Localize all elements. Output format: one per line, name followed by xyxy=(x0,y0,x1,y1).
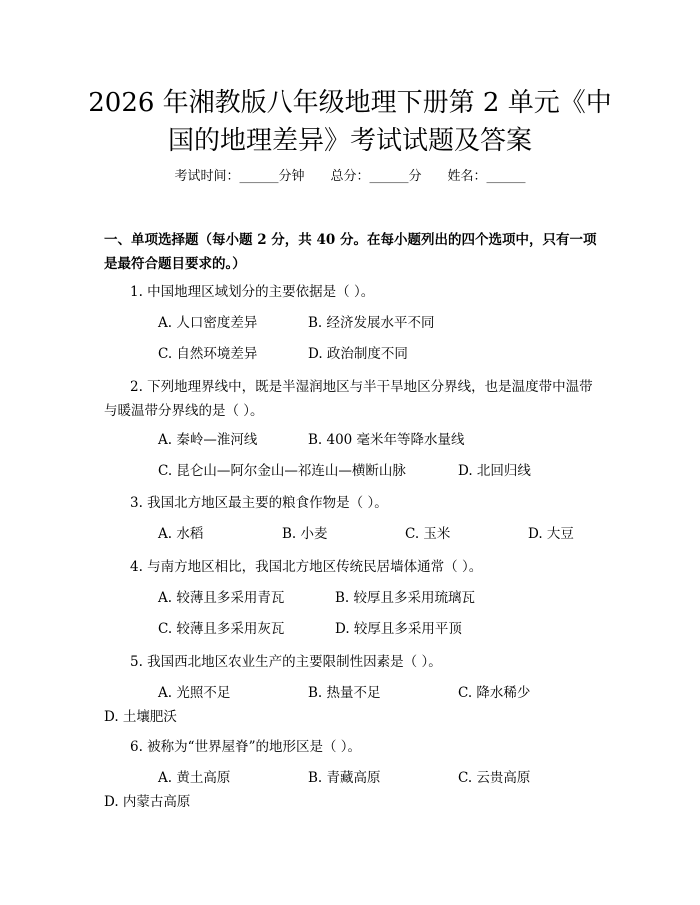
question-1-stem: 1. 中国地理区域划分的主要依据是（ ）。 xyxy=(130,284,375,300)
question-4-option-b: B. 较厚且多采用琉璃瓦 xyxy=(335,590,476,606)
total-score-label: 总分：______分 xyxy=(330,169,422,184)
question-5-option-a: A. 光照不足 xyxy=(158,685,231,701)
question-4-option-c: C. 较薄且多采用灰瓦 xyxy=(158,621,285,637)
title-line-2: 国的地理差异》考试试题及答案 xyxy=(167,126,532,156)
question-1-option-d: D. 政治制度不同 xyxy=(308,346,408,362)
question-5-option-b: B. 热量不足 xyxy=(308,685,381,701)
student-name-label: 姓名：______ xyxy=(447,169,526,184)
question-3-option-d: D. 大豆 xyxy=(528,526,574,542)
question-2-option-b: B. 400 毫米年等降水量线 xyxy=(308,432,465,448)
question-6-option-d: D. 内蒙古高原 xyxy=(104,794,191,810)
question-5-option-d: D. 土壤肥沃 xyxy=(104,709,177,725)
title-line-1: 2026 年湘教版八年级地理下册第 2 单元《中 xyxy=(88,88,612,118)
document-title xyxy=(70,84,630,160)
question-5-stem: 5. 我国西北地区农业生产的主要限制性因素是（ ）。 xyxy=(130,654,442,670)
question-4-option-a: A. 较薄且多采用青瓦 xyxy=(158,590,285,606)
question-4-option-d: D. 较厚且多采用平顶 xyxy=(335,621,462,637)
question-2-option-c: C. 昆仑山—阿尔金山—祁连山—横断山脉 xyxy=(158,463,406,479)
question-3-option-a: A. 水稻 xyxy=(158,526,204,542)
question-6-option-a: A. 黄土高原 xyxy=(158,770,231,786)
question-1-option-c: C. 自然环境差异 xyxy=(158,346,258,362)
question-6-option-b: B. 青藏高原 xyxy=(308,770,381,786)
question-2-stem: 2. 下列地理界线中，既是半湿润地区与半干旱地区分界线，也是温度带中温带与暖温带分界线的是（ ）。 xyxy=(104,379,593,419)
question-5-option-c: C. 降水稀少 xyxy=(458,685,531,701)
section-heading: 一、单项选择题（每小题 2 分，共 40 分。在每小题列出的四个选项中，只有一项是最符合题目要求的。） xyxy=(104,232,597,272)
exam-meta xyxy=(0,168,700,186)
exam-time-label: 考试时间：______分钟 xyxy=(174,169,305,184)
question-6-stem: 6. 被称为“世界屋脊”的地形区是（ ）。 xyxy=(130,739,362,755)
question-3-option-c: C. 玉米 xyxy=(405,526,451,542)
question-2-option-d: D. 北回归线 xyxy=(458,463,531,479)
question-2-option-a: A. 秦岭—淮河线 xyxy=(158,432,258,448)
question-6-option-c: C. 云贵高原 xyxy=(458,770,531,786)
question-1-option-a: A. 人口密度差异 xyxy=(158,315,258,331)
question-3-option-b: B. 小麦 xyxy=(282,526,328,542)
question-3-stem: 3. 我国北方地区最主要的粮食作物是（ ）。 xyxy=(130,495,388,511)
question-1-option-b: B. 经济发展水平不同 xyxy=(308,315,435,331)
question-4-stem: 4. 与南方地区相比，我国北方地区传统民居墙体通常（ ）。 xyxy=(130,559,483,575)
